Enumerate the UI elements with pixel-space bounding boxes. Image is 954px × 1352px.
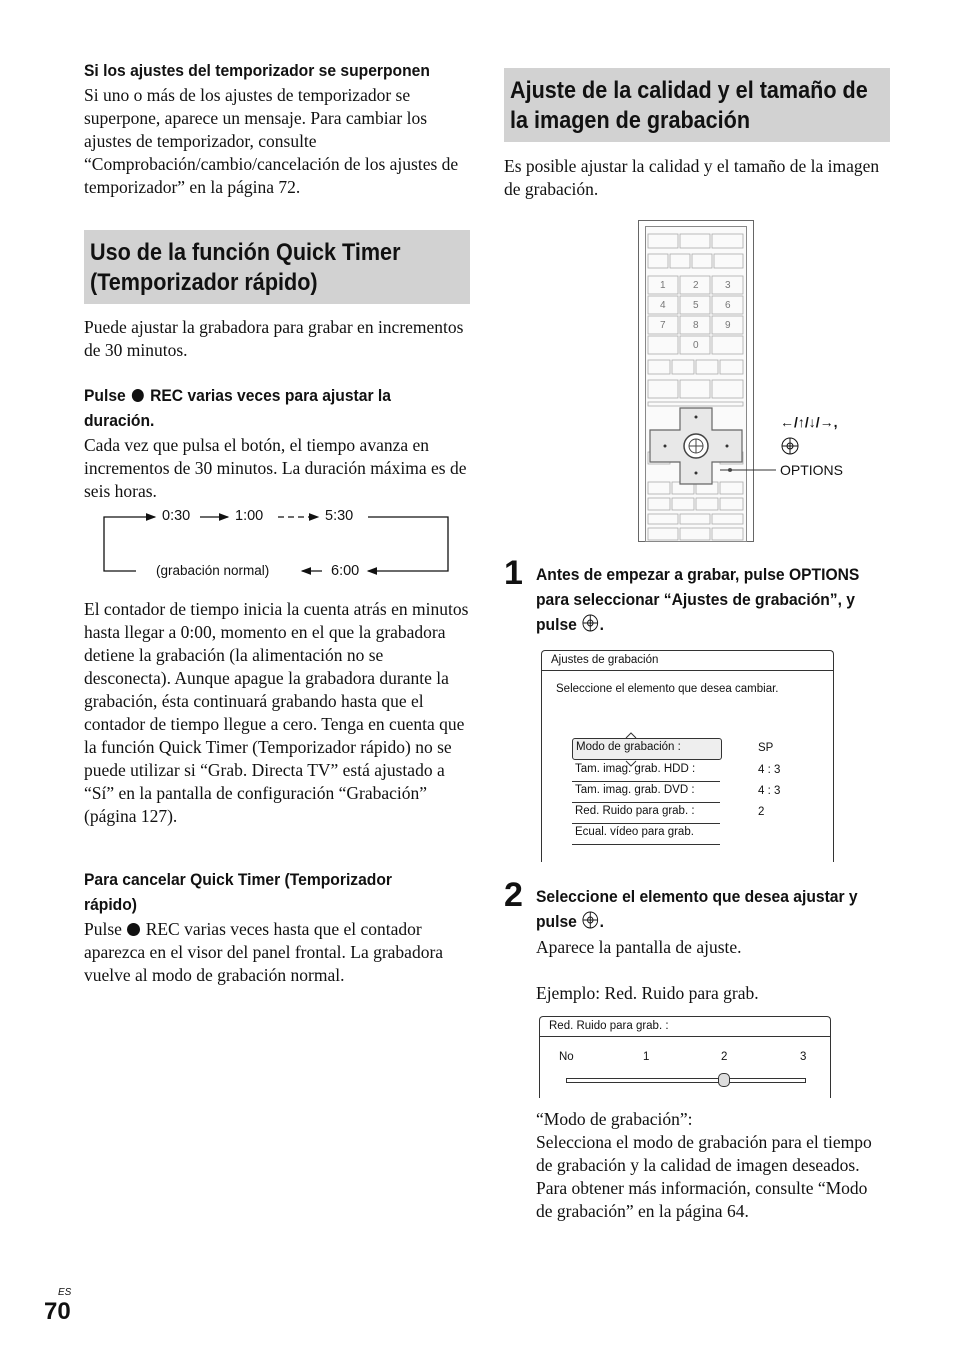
- language-marker: ES: [58, 1287, 72, 1298]
- cycle-normal-recording: (grabación normal): [156, 563, 270, 578]
- enter-icon: [780, 436, 800, 461]
- menu-value-recording-mode: SP: [758, 742, 774, 754]
- slider-label-1: 1: [643, 1051, 650, 1063]
- remote-key-7: 7: [660, 320, 666, 331]
- quick-timer-title-line1: Uso de la función Quick Timer: [90, 239, 401, 266]
- quality-section-title: [504, 68, 890, 142]
- step-2-end: .: [599, 912, 604, 931]
- step-1-text: [536, 562, 889, 640]
- slider-label-no: No: [559, 1051, 574, 1063]
- menu-item-recording-mode[interactable]: [572, 738, 722, 760]
- menu-item-label: Tam. imag. grab. DVD :: [575, 784, 695, 796]
- cancel-heading: Para cancelar Quick Timer (Temporizador rápido): [84, 870, 392, 914]
- menu-item-label: Modo de grabación :: [576, 741, 681, 753]
- cancel-text: [84, 918, 470, 987]
- menu-item-label: Red. Ruido para grab. :: [575, 805, 695, 817]
- quick-timer-intro: Puede ajustar la grabadora para grabar en incrementos de 30 minutos.: [84, 317, 464, 360]
- remote-key-5: 5: [693, 300, 699, 311]
- remote-key-9: 9: [725, 320, 731, 331]
- osd-title-divider: [542, 670, 833, 671]
- remote-body: [638, 220, 754, 542]
- enter-icon: [581, 910, 599, 937]
- step-2-number: 2: [504, 876, 523, 914]
- record-dot-icon: [127, 923, 140, 936]
- remote-key-2: 2: [693, 280, 699, 291]
- noise-slider-handle[interactable]: [718, 1073, 730, 1087]
- remote-key-1: 1: [660, 280, 666, 291]
- slider-label-3: 3: [800, 1051, 807, 1063]
- cancel-text-rest: REC varias veces hasta que el contador aparezca en el visor del panel frontal. La grabadora vuelve al modo de grabación normal.: [84, 919, 444, 985]
- remote-key-3: 3: [725, 280, 731, 291]
- cycle-time-030: 0:30: [162, 508, 191, 524]
- quality-title-line1: Ajuste de la calidad y el tamaño de: [510, 77, 868, 104]
- cycle-time-530: 5:30: [325, 508, 354, 524]
- step-1-number: 1: [504, 554, 523, 592]
- osd-title-divider: [540, 1036, 830, 1037]
- osd-title: Ajustes de grabación: [551, 654, 659, 666]
- remote-control: [638, 220, 754, 542]
- remote-key-0: 0: [693, 340, 699, 351]
- quality-intro: Es posible ajustar la calidad y el tamaño de la imagen de grabación.: [504, 156, 880, 199]
- step-1-end: .: [599, 615, 604, 634]
- step-2-text: [536, 884, 889, 937]
- osd-prompt: Seleccione el elemento que desea cambiar.: [556, 683, 779, 695]
- step-2-example: Ejemplo: Red. Ruido para grab.: [536, 983, 759, 1003]
- arrow-keys-label: ←/↑/↓/→,: [780, 414, 838, 430]
- mode-definition-label: “Modo de grabación”:: [536, 1109, 693, 1129]
- menu-up-arrow-icon: [625, 732, 637, 739]
- menu-value-noise-reduction: 2: [758, 806, 765, 818]
- remote-key-4: 4: [660, 300, 666, 311]
- counter-text: El contador de tiempo inicia la cuenta atrás en minutos hasta llegar a 0:00, momento en el que la grabadora detiene la grabación (la alimentación no se desconecta). Aunque apague la grabadora durante la grabación, ésta continuará grabando hasta que el contador de tiempo llegue a cero. Tenga en cuenta que la función Quick Timer (Temporizador rápido) no se puede utilizar si “Grab. Directa TV” está ajustado a “Sí” en la pantalla de configuración “Grabación” (página 127).: [84, 599, 469, 826]
- page-number: 70: [44, 1298, 71, 1325]
- record-dot-icon: [132, 389, 144, 402]
- menu-item-dvd-size[interactable]: [572, 782, 720, 803]
- cycle-arrows: [100, 505, 460, 585]
- remote-key-8: 8: [693, 320, 699, 331]
- quick-timer-section-title: [84, 230, 470, 304]
- menu-value-dvd-size: 4 : 3: [758, 785, 781, 797]
- quick-timer-title-line2: (Temporizador rápido): [90, 269, 318, 296]
- recording-settings-screen: [541, 650, 834, 862]
- step-2-instruction: Seleccione el elemento que desea ajustar y pulse: [536, 887, 858, 931]
- enter-icon: [581, 613, 599, 640]
- pulse-word: Pulse: [84, 386, 126, 405]
- menu-item-video-equalizer[interactable]: [572, 824, 720, 845]
- menu-item-label: Tam. imag. grab. HDD :: [575, 763, 696, 775]
- options-label: OPTIONS: [780, 462, 844, 478]
- step-1-instruction: Antes de empezar a grabar, pulse OPTIONS para seleccionar “Ajustes de grabación”, y pulse: [536, 565, 860, 634]
- menu-value-hdd-size: 4 : 3: [758, 764, 781, 776]
- cycle-time-600: 6:00: [331, 563, 360, 579]
- overlap-heading: Si los ajustes del temporizador se superponen: [84, 61, 430, 80]
- cycle-time-100: 1:00: [235, 508, 264, 524]
- menu-item-hdd-size[interactable]: [572, 761, 720, 782]
- pulse-rec-heading: [84, 383, 461, 433]
- osd-title: Red. Ruido para grab. :: [549, 1020, 669, 1032]
- step-2-result: Aparece la pantalla de ajuste.: [536, 937, 742, 957]
- noise-slider-track[interactable]: [566, 1078, 806, 1083]
- menu-item-noise-reduction[interactable]: [572, 803, 720, 824]
- pulse-heading-rest: REC varias veces para ajustar la duración.: [84, 386, 391, 430]
- cancel-pulse-word: Pulse: [84, 919, 122, 939]
- noise-reduction-screen: [539, 1016, 831, 1098]
- slider-label-2: 2: [721, 1051, 728, 1063]
- pulse-rec-text: Cada vez que pulsa el botón, el tiempo avanza en incrementos de 30 minutos. La duración máxima es de seis horas.: [84, 435, 467, 501]
- overlap-text: Si uno o más de los ajustes de temporizador se superpone, aparece un mensaje. Para cambiar los ajustes de temporizador, consulte “Comprobación/cambio/cancelación de los ajustes de temporizador” en la página 72.: [84, 85, 459, 197]
- timer-cycle-diagram: [100, 505, 460, 585]
- remote-key-6: 6: [725, 300, 731, 311]
- quality-title-line2: la imagen de grabación: [510, 107, 751, 134]
- mode-definition-text: Selecciona el modo de grabación para el tiempo de grabación y la calidad de imagen deseados. Para obtener más información, consulte “Modo de grabación” en la página 64.: [536, 1132, 872, 1221]
- menu-item-label: Ecual. vídeo para grab.: [575, 826, 694, 838]
